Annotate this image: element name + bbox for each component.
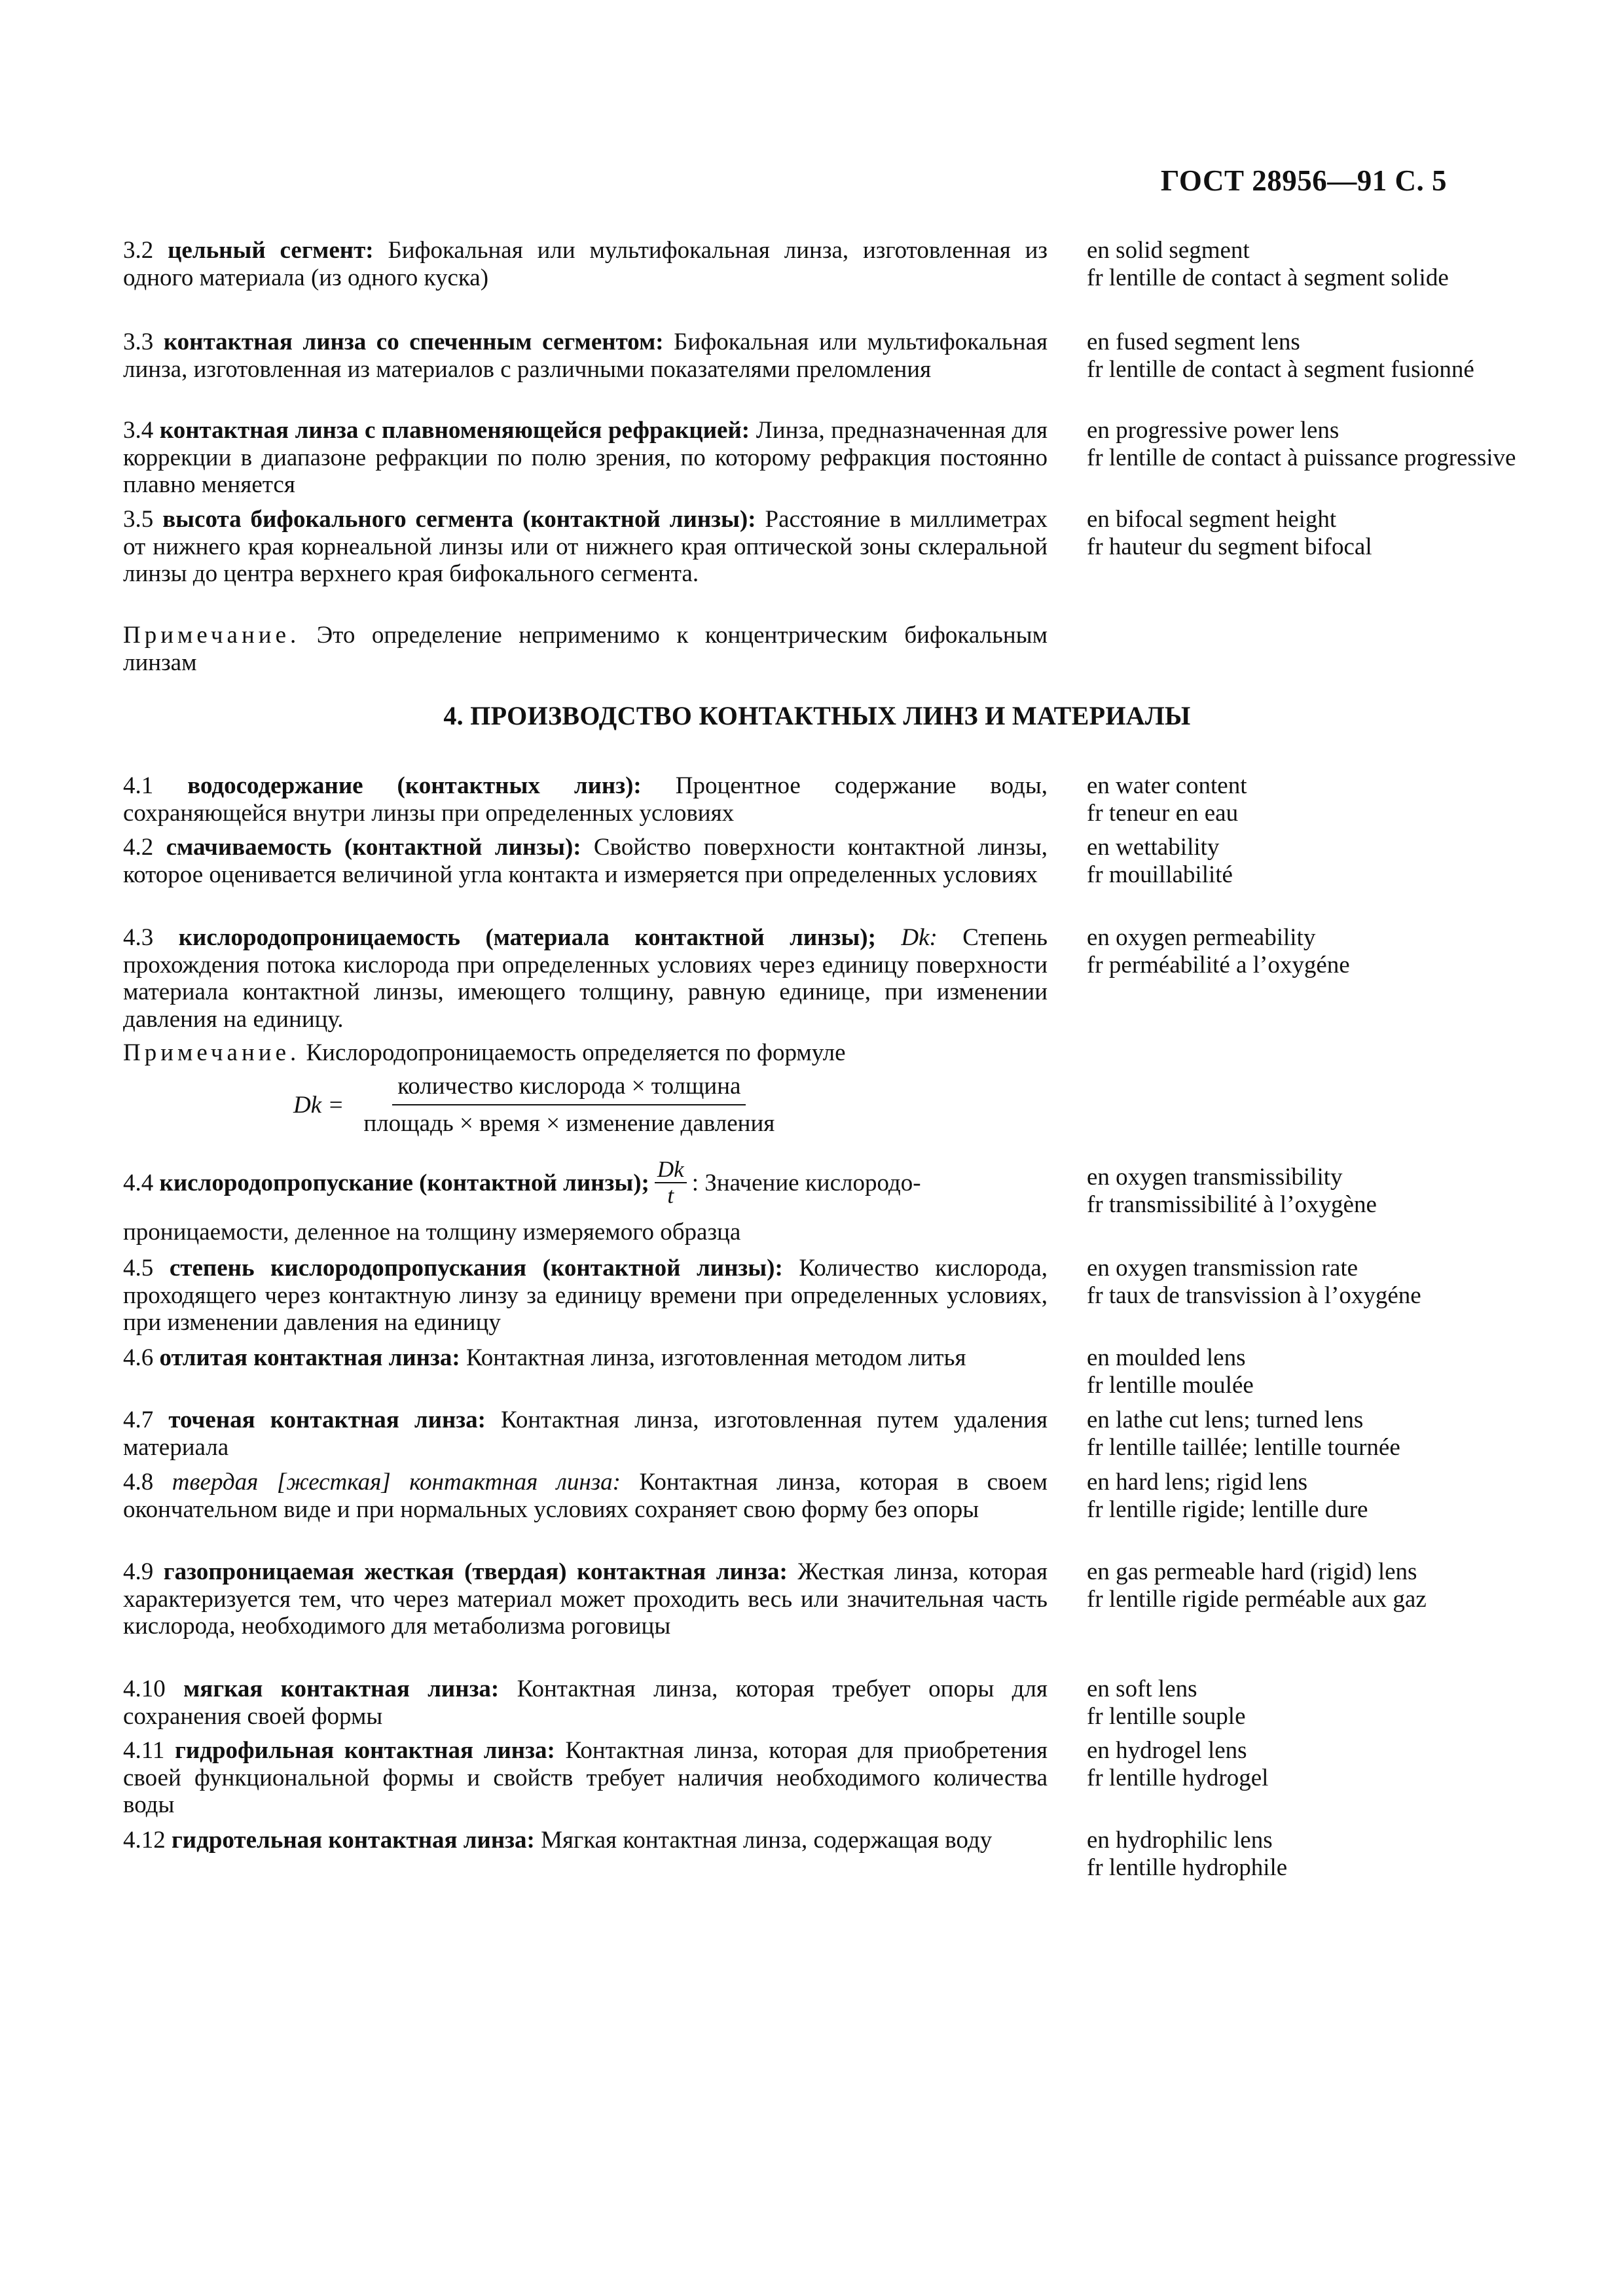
definition-text: Степень прохождения потока кислорода при определенных условиях через единицу поверхности материала контактной линзы, имеющего толщину, равную единице, при изменении давления на единицу. — [123, 924, 1048, 1033]
foreign-equivalents — [1087, 329, 1559, 383]
term-number: 4.7 — [123, 1407, 154, 1433]
term-name: контактная линза со спеченным сегментом: — [163, 329, 664, 355]
french-equivalent: fr lentille souple — [1087, 1702, 1246, 1730]
term-definition — [123, 1407, 1048, 1461]
foreign-equivalents — [1087, 1164, 1559, 1218]
term-number: 4.12 — [123, 1827, 166, 1854]
foreign-equivalents — [1087, 924, 1559, 978]
term-definition — [123, 834, 1048, 888]
english-equivalent: en moulded lens — [1087, 1344, 1246, 1371]
term-number: 4.1 — [123, 772, 154, 799]
term-definition — [123, 1827, 1048, 1854]
english-equivalent: en fused segment lens — [1087, 329, 1300, 355]
term-definition — [123, 1255, 1048, 1336]
english-equivalent: en bifocal segment height — [1087, 506, 1337, 533]
term-definition — [123, 1344, 1048, 1372]
note-body: Это определение неприменимо к концентрическим бифокальным линзам — [123, 622, 1048, 676]
term-name: отлитая контактная линза: — [159, 1344, 460, 1371]
foreign-equivalents — [1087, 506, 1559, 560]
definition-text: Жесткая линза, которая характеризуется тем, что через материал может проходить весь или значительная часть кислорода, необходимого для метаболизма роговицы — [123, 1558, 1048, 1640]
foreign-equivalents — [1087, 417, 1559, 471]
note-label: Примечание. — [123, 622, 301, 649]
dk-formula — [293, 1072, 780, 1138]
definition-text: Контактная линза, которая требует опоры для сохранения своей формы — [123, 1676, 1048, 1730]
term-name: цельный сегмент: — [168, 237, 374, 264]
term-definition — [123, 1558, 1048, 1640]
definition-text: Линза, предназначенная для коррекции в диапазоне рефракции по полю зрения, по которому рефракция постоянно плавно меняется — [123, 417, 1048, 498]
term-number: 4.6 — [123, 1344, 154, 1371]
foreign-equivalents — [1087, 1469, 1559, 1523]
term-symbol: Dk: — [875, 924, 938, 951]
french-equivalent: fr lentille taillée; lentille tournée — [1087, 1433, 1400, 1461]
french-equivalent: fr teneur en eau — [1087, 799, 1239, 827]
term-number: 3.2 — [123, 237, 154, 264]
term-number: 4.5 — [123, 1255, 154, 1282]
term-name: газопроницаемая жесткая (твердая) контактная линза: — [163, 1558, 788, 1585]
definition-text: Процентное содержание воды, сохраняющейся внутри линзы при определенных условиях — [123, 772, 1048, 827]
definition-text-start: : Значение кислородо- — [691, 1169, 921, 1196]
formula-fraction — [358, 1072, 780, 1138]
term-definition — [123, 506, 1048, 588]
english-equivalent: en hydrophilic lens — [1087, 1827, 1273, 1854]
formula-numerator: количество кислорода × толщина — [392, 1072, 746, 1105]
term-number: 4.3 — [123, 924, 154, 951]
definition-text: Контактная линза, изготовленная методом литья — [460, 1344, 966, 1371]
french-equivalent: fr lentille hydrogel — [1087, 1764, 1269, 1791]
french-equivalent: fr transmissibilité à l’oxygène — [1087, 1191, 1377, 1218]
foreign-equivalents — [1087, 1558, 1559, 1613]
note-label: Примечание. — [123, 1039, 301, 1066]
term-name: контактная линза с плавноменяющейся рефракцией: — [159, 417, 750, 444]
english-equivalent: en progressive power lens — [1087, 417, 1340, 444]
term-number: 3.4 — [123, 417, 154, 444]
english-equivalent: en lathe cut lens; turned lens — [1087, 1407, 1364, 1433]
fraction-numerator: Dk — [655, 1157, 687, 1183]
foreign-equivalents — [1087, 834, 1559, 888]
term-number: 4.10 — [123, 1676, 166, 1702]
term-name: кислородопропускание (контактной линзы); — [159, 1169, 649, 1196]
definition-text: Контактная линза, изготовленная путем удаления материала — [123, 1407, 1048, 1461]
term-name: твердая [жесткая] контактная линза: — [172, 1469, 621, 1496]
foreign-equivalents — [1087, 1737, 1559, 1791]
french-equivalent: fr lentille moulée — [1087, 1371, 1254, 1399]
definition-text: Бифокальная или мультифокальная линза, изготовленная из одного материала (из одного куска) — [123, 237, 1048, 291]
term-number: 4.2 — [123, 834, 154, 861]
term-number: 4.11 — [123, 1737, 165, 1764]
foreign-equivalents — [1087, 1676, 1559, 1730]
term-definition — [123, 1469, 1048, 1523]
term-name: степень кислородопропускания (контактной линзы): — [169, 1255, 783, 1282]
definition-text: Контактная линза, которая для приобретения своей функциональной формы и свойств требует наличия необходимого количества воды — [123, 1737, 1048, 1818]
term-name: мягкая контактная линза: — [183, 1676, 500, 1702]
section-title: 4. ПРОИЗВОДСТВО КОНТАКТНЫХ ЛИНЗ И МАТЕРИАЛЫ — [443, 701, 1191, 730]
french-equivalent: fr lentille hydrophile — [1087, 1854, 1288, 1881]
term-number: 4.9 — [123, 1558, 154, 1585]
english-equivalent: en soft lens — [1087, 1676, 1197, 1702]
foreign-equivalents — [1087, 1344, 1559, 1399]
term-definition — [123, 1737, 1048, 1819]
french-equivalent: fr lentille de contact à segment solide — [1087, 264, 1449, 291]
definition-text: Расстояние в миллиметрах от нижнего края корнеальной линзы или от нижнего края оптической зоны склеральной линзы до центра верхнего края бифокального сегмента. — [123, 506, 1048, 587]
page-header: ГОСТ 28956—91 С. 5 — [1160, 164, 1447, 197]
definition-text-end: проницаемости, деленное на толщину измеряемого образца — [123, 1219, 741, 1246]
term-definition-line-2 — [123, 1219, 1048, 1246]
term-definition-line-1 — [123, 1157, 1048, 1208]
term-name: высота бифокального сегмента (контактной линзы): — [162, 506, 756, 533]
term-definition — [123, 924, 1048, 1033]
english-equivalent: en oxygen permeability — [1087, 924, 1316, 951]
term-definition — [123, 237, 1048, 291]
foreign-equivalents — [1087, 1827, 1559, 1881]
note-text — [123, 622, 1048, 676]
french-equivalent: fr mouillabilité — [1087, 861, 1233, 888]
french-equivalent: fr lentille de contact à puissance progressive — [1087, 444, 1516, 471]
definition-text: Контактная линза, которая в своем окончательном виде и при нормальных условиях сохраняет свою форму без опоры — [123, 1469, 1048, 1523]
term-definition — [123, 1676, 1048, 1730]
english-equivalent: en solid segment — [1087, 237, 1250, 264]
french-equivalent: fr perméabilité a l’oxygéne — [1087, 951, 1350, 978]
english-equivalent: en gas permeable hard (rigid) lens — [1087, 1558, 1417, 1585]
english-equivalent: en water content — [1087, 772, 1247, 799]
english-equivalent: en oxygen transmission rate — [1087, 1255, 1359, 1282]
french-equivalent: fr taux de transvission à l’oxygéne — [1087, 1282, 1421, 1309]
definition-text: Свойство поверхности контактной линзы, которое оценивается величиной угла контакта и измеряется при определенных условиях — [123, 834, 1048, 888]
term-name: водосодержание (контактных линз): — [187, 772, 642, 799]
foreign-equivalents — [1087, 1255, 1559, 1309]
term-name: точеная контактная линза: — [168, 1407, 486, 1433]
formula-denominator: площадь × время × изменение давления — [363, 1110, 775, 1137]
note-body: Кислородопроницаемость определяется по формуле — [300, 1039, 846, 1066]
formula-lhs: Dk = — [293, 1091, 344, 1119]
english-equivalent: en hydrogel lens — [1087, 1737, 1247, 1764]
term-number: 4.4 — [123, 1169, 154, 1196]
french-equivalent: fr lentille de contact à segment fusionné — [1087, 355, 1474, 383]
term-number: 3.5 — [123, 506, 154, 533]
term-number: 3.3 — [123, 329, 154, 355]
term-number: 4.8 — [123, 1469, 154, 1496]
term-name: гидротельная контактная линза: — [172, 1827, 535, 1854]
french-equivalent: fr lentille rigide perméable aux gaz — [1087, 1585, 1427, 1613]
foreign-equivalents — [1087, 1407, 1559, 1461]
definition-text: Бифокальная или мультифокальная линза, изготовленная из материалов с различными показателями преломления — [123, 329, 1048, 383]
english-equivalent: en hard lens; rigid lens — [1087, 1469, 1308, 1496]
english-equivalent: en oxygen transmissibility — [1087, 1164, 1343, 1191]
term-name: гидрофильная контактная линза: — [175, 1737, 555, 1764]
french-equivalent: fr hauteur du segment bifocal — [1087, 533, 1372, 560]
term-name: смачиваемость (контактной линзы): — [166, 834, 581, 861]
note-text — [123, 1039, 1048, 1067]
dk-over-t-fraction — [655, 1157, 687, 1208]
definition-text: Мягкая контактная линза, содержащая воду — [534, 1827, 993, 1854]
term-name: кислородопроницаемость (материала контактной линзы); — [178, 924, 876, 951]
french-equivalent: fr lentille rigide; lentille dure — [1087, 1496, 1368, 1523]
term-definition — [123, 417, 1048, 499]
foreign-equivalents — [1087, 772, 1559, 827]
foreign-equivalents — [1087, 237, 1559, 291]
fraction-denominator: t — [667, 1183, 674, 1208]
term-definition — [123, 329, 1048, 383]
english-equivalent: en wettability — [1087, 834, 1220, 861]
term-definition — [123, 772, 1048, 827]
definition-text: Количество кислорода, проходящего через контактную линзу за единицу времени при определенных условиях, при изменении давления на единицу — [123, 1255, 1048, 1336]
